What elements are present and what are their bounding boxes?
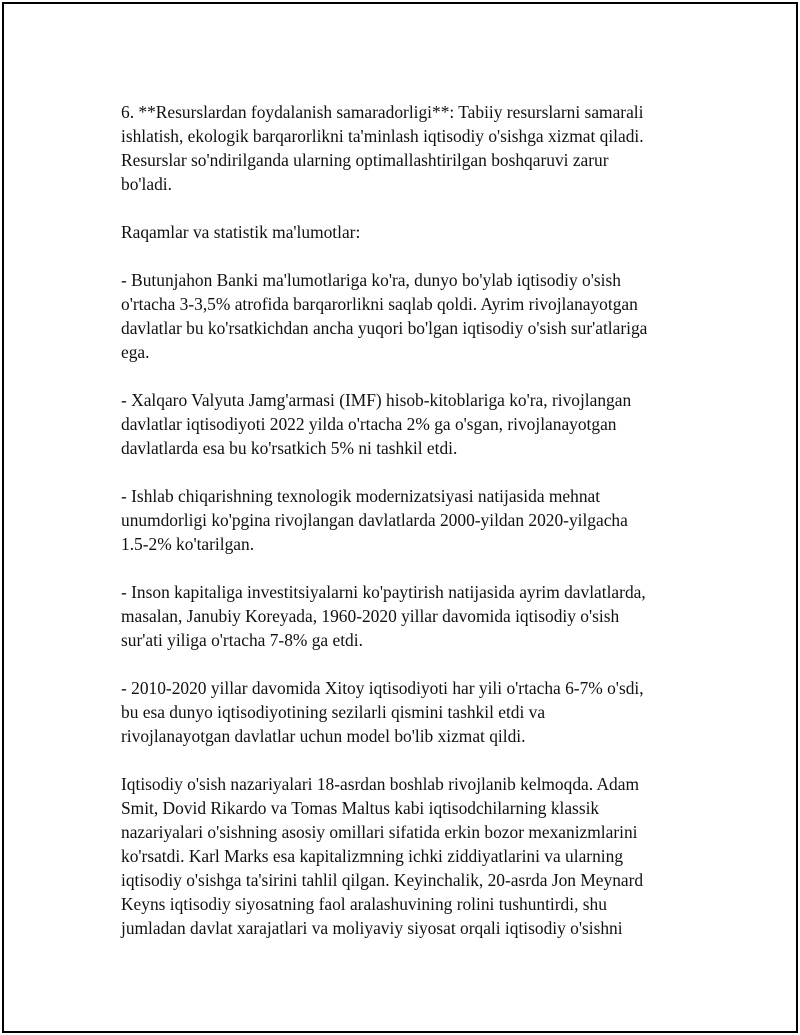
document-body <box>121 100 691 964</box>
text-line: - Butunjahon Banki ma'lumotlariga ko'ra, dunyo bo'ylab iqtisodiy o'sish <box>121 270 621 290</box>
paragraph-growth-theories <box>121 772 691 940</box>
text-line: Iqtisodiy o'sish nazariyalari 18-asrdan boshlab rivojlanib kelmoqda. Adam <box>121 774 639 794</box>
paragraph-world-bank <box>121 268 691 364</box>
text-line: davlatlarda esa bu ko'rsatkich 5% ni tashkil etdi. <box>121 438 458 458</box>
text-line: bo'ladi. <box>121 174 172 194</box>
text-line: - 2010-2020 yillar davomida Xitoy iqtisodiyoti har yili o'rtacha 6-7% o'sdi, <box>121 678 644 698</box>
paragraph-stats-heading <box>121 220 691 244</box>
text-line: unumdorligi ko'pgina rivojlangan davlatlarda 2000-yildan 2020-yilgacha <box>121 510 628 530</box>
text-line: Smit, Dovid Rikardo va Tomas Maltus kabi iqtisodchilarning klassik <box>121 798 600 818</box>
paragraph-resource-efficiency <box>121 100 691 196</box>
text-line: bu esa dunyo iqtisodiyotining sezilarli qismini tashkil etdi va <box>121 702 546 722</box>
text-line: iqtisodiy o'sishga ta'sirini tahlil qilgan. Keyinchalik, 20-asrda Jon Meynard <box>121 870 644 890</box>
text-line: ega. <box>121 342 150 362</box>
text-line: davlatlar iqtisodiyoti 2022 yilda o'rtacha 2% ga o'sgan, rivojlanayotgan <box>121 414 617 434</box>
paragraph-imf <box>121 388 691 460</box>
section-heading: Raqamlar va statistik ma'lumotlar: <box>121 222 361 242</box>
text-line: - Ishlab chiqarishning texnologik modernizatsiyasi natijasida mehnat <box>121 486 601 506</box>
text-line: masalan, Janubiy Koreyada, 1960-2020 yillar davomida iqtisodiy o'sish <box>121 606 620 626</box>
text-line: nazariyalari o'sishning asosiy omillari sifatida erkin bozor mexanizmlarini <box>121 822 638 842</box>
text-line: 1.5-2% ko'tarilgan. <box>121 534 255 554</box>
text-line: Keyns iqtisodiy siyosatning faol aralashuvining rolini tushuntirdi, shu <box>121 894 607 914</box>
text-line: rivojlanayotgan davlatlar uchun model bo'lib xizmat qildi. <box>121 726 526 746</box>
text-line: o'rtacha 3-3,5% atrofida barqarorlikni saqlab qoldi. Ayrim rivojlanayotgan <box>121 294 638 314</box>
text-line: ishlatish, ekologik barqarorlikni ta'minlash iqtisodiy o'sishga xizmat qiladi. <box>121 126 644 146</box>
text-line: - Inson kapitaliga investitsiyalarni ko'paytirish natijasida ayrim davlatlarda, <box>121 582 646 602</box>
text-line: 6. **Resurslardan foydalanish samaradorligi**: Tabiiy resurslarni samarali <box>121 102 644 122</box>
paragraph-china <box>121 676 691 748</box>
text-line: sur'ati yiliga o'rtacha 7-8% ga etdi. <box>121 630 363 650</box>
text-line: ko'rsatdi. Karl Marks esa kapitalizmning ichki ziddiyatlarini va ularning <box>121 846 624 866</box>
paragraph-human-capital <box>121 580 691 652</box>
text-line: - Xalqaro Valyuta Jamg'armasi (IMF) hisob-kitoblariga ko'ra, rivojlangan <box>121 390 632 410</box>
text-line: davlatlar bu ko'rsatkichdan ancha yuqori bo'lgan iqtisodiy o'sish sur'atlariga <box>121 318 648 338</box>
paragraph-tech-modernization <box>121 484 691 556</box>
text-line: jumladan davlat xarajatlari va moliyaviy siyosat orqali iqtisodiy o'sishni <box>121 918 623 938</box>
text-line: Resurslar so'ndirilganda ularning optimallashtirilgan boshqaruvi zarur <box>121 150 609 170</box>
page-frame <box>2 2 798 1033</box>
